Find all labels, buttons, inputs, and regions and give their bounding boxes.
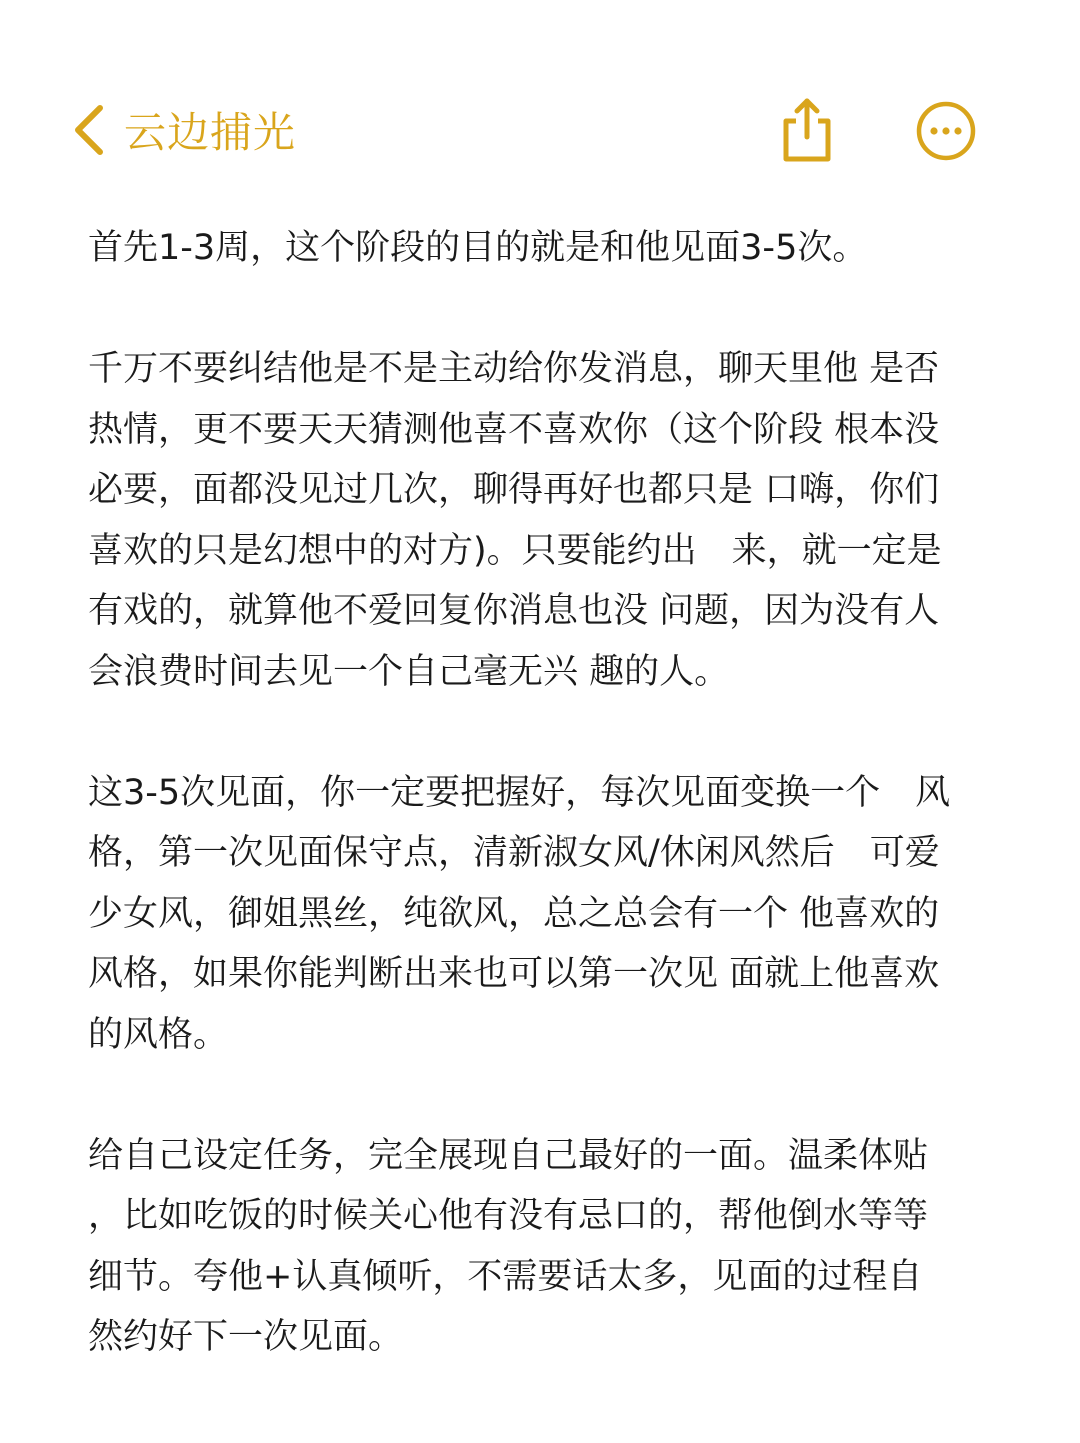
back-button[interactable]: [70, 100, 310, 160]
note-paragraph-3: 这3-5次见面，你一定要把握好，每次见面变换一个 风 格，第一次见面保守点，清新淑女风/休闲风然后 可爱 少女风，御姐黑丝，纯欲风，总之总会有一个 他喜欢的 风格，如果你能判断出来也可以第一次见 面就上他喜欢 的风格。: [88, 772, 951, 1055]
navigation-bar: [0, 80, 1080, 180]
share-icon: [776, 95, 838, 165]
share-button[interactable]: [776, 95, 838, 165]
folder-title: 云边捕光: [124, 108, 297, 157]
note-paragraph-2: 千万不要纠结他是不是主动给你发消息，聊天里他 是否 热情，更不要天天猜测他喜不喜欢你（这个阶段 根本没 必要，面都没见过几次，聊得再好也都只是 口嗨，你们 喜欢的只是幻想中的对方)。只要能约出 来，就一定是 有戏的，就算他不爱回复你消息也没 问题，因为没有人 会浪费时间去见一个自己毫无兴 趣的人。: [88, 349, 942, 692]
chevron-left-icon: [70, 102, 110, 158]
more-button[interactable]: [914, 99, 978, 163]
note-body[interactable]: [88, 218, 968, 1368]
more-icon: [914, 99, 978, 163]
note-paragraph-1: 首先1-3周，这个阶段的目的就是和他见面3-5次。: [88, 228, 868, 268]
note-paragraph-4: 给自己设定任务，完全展现自己最好的一面。温柔体贴 ，比如吃饭的时候关心他有没有忌口的，帮他倒水等等 细节。夸他+认真倾听，不需要话太多，见面的过程自 然约好下一次见面。: [88, 1135, 929, 1357]
